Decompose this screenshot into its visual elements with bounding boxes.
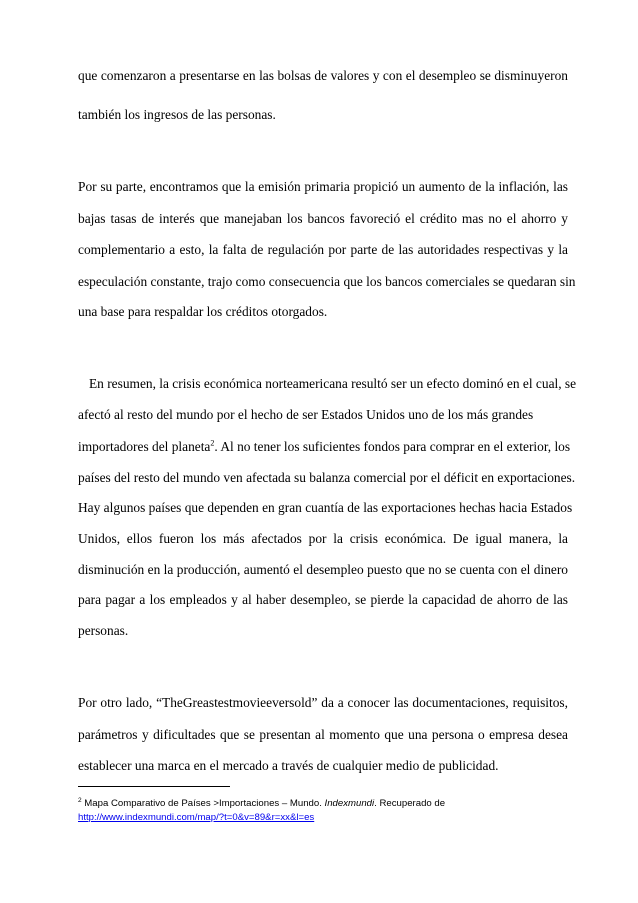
paragraph-3-line-1: En resumen, la crisis económica norteamericana resultó ser un efecto dominó en el cual, se (89, 376, 577, 391)
footnote-url-link[interactable]: http://www.indexmundi.com/map/?t=0&v=89&r=xx&l=es (78, 812, 315, 823)
paragraph-1-line-2: también los ingresos de las personas. (78, 107, 276, 122)
paragraph-3-line-6: Unidos, ellos fueron los más afectados por la crisis económica. De igual manera, la (78, 531, 568, 546)
paragraph-2-line-1: Por su parte, encontramos que la emisión primaria propició un aumento de la inflación, las (78, 179, 568, 194)
paragraph-3-line-9: personas. (78, 623, 129, 638)
paragraph-3-line-8: para pagar a los empleados y al haber desempleo, se pierde la capacidad de ahorro de las (78, 592, 568, 607)
paragraph-4-line-1: Por otro lado, “TheGreastestmovieeversold” da a conocer las documentaciones, requisitos, (78, 695, 568, 710)
paragraph-1-line-1: que comenzaron a presentarse en las bolsas de valores y con el desempleo se disminuyeron (78, 68, 568, 83)
paragraph-2-line-4: especulación constante, trajo como consecuencia que los bancos comerciales se quedaran sin (78, 274, 576, 289)
paragraph-3-line-3-end: . Al no tener los suficientes fondos para comprar en el exterior, los (214, 439, 571, 454)
footnote-line-1 (78, 798, 558, 810)
paragraph-3-line-3-start: importadores del planeta (78, 439, 211, 454)
paragraph-2-line-5: una base para respaldar los créditos otorgados. (78, 304, 328, 319)
paragraph-3-line-4: países del resto del mundo ven afectada su balanza comercial por el déficit en exportaciones. (78, 470, 576, 485)
footnote-number: 2 (78, 796, 82, 804)
paragraph-3-line-2: afectó al resto del mundo por el hecho de ser Estados Unidos uno de los más grandes (78, 407, 534, 422)
footnote-text-start: Mapa Comparativo de Países >Importaciones – Mundo. (81, 798, 325, 809)
paragraph-3-line-3 (78, 438, 571, 455)
paragraph-4-line-2: parámetros y dificultades que se presentan al momento que una persona o empresa desea (78, 727, 568, 742)
footnote-text-end: . Recuperado de (374, 798, 446, 809)
paragraph-2-line-2: bajas tasas de interés que manejaban los bancos favoreció el crédito mas no el ahorro y (78, 211, 568, 226)
paragraph-3-line-5: Hay algunos países que dependen en gran cuantía de las exportaciones hechas hacia Estados (78, 500, 573, 515)
footnote-reference[interactable]: 2 (210, 438, 215, 448)
footnote-separator (78, 786, 230, 787)
footnote-line-2 (78, 812, 558, 824)
paragraph-3-line-7: disminución en la producción, aumentó el desempleo puesto que no se cuenta con el dinero (78, 562, 568, 577)
paragraph-2-line-3: complementario a esto, la falta de regulación por parte de las autoridades respectivas y la (78, 242, 568, 257)
paragraph-4-line-3: establecer una marca en el mercado a través de cualquier medio de publicidad. (78, 758, 499, 773)
footnote-source: Indexmundi (324, 798, 375, 809)
